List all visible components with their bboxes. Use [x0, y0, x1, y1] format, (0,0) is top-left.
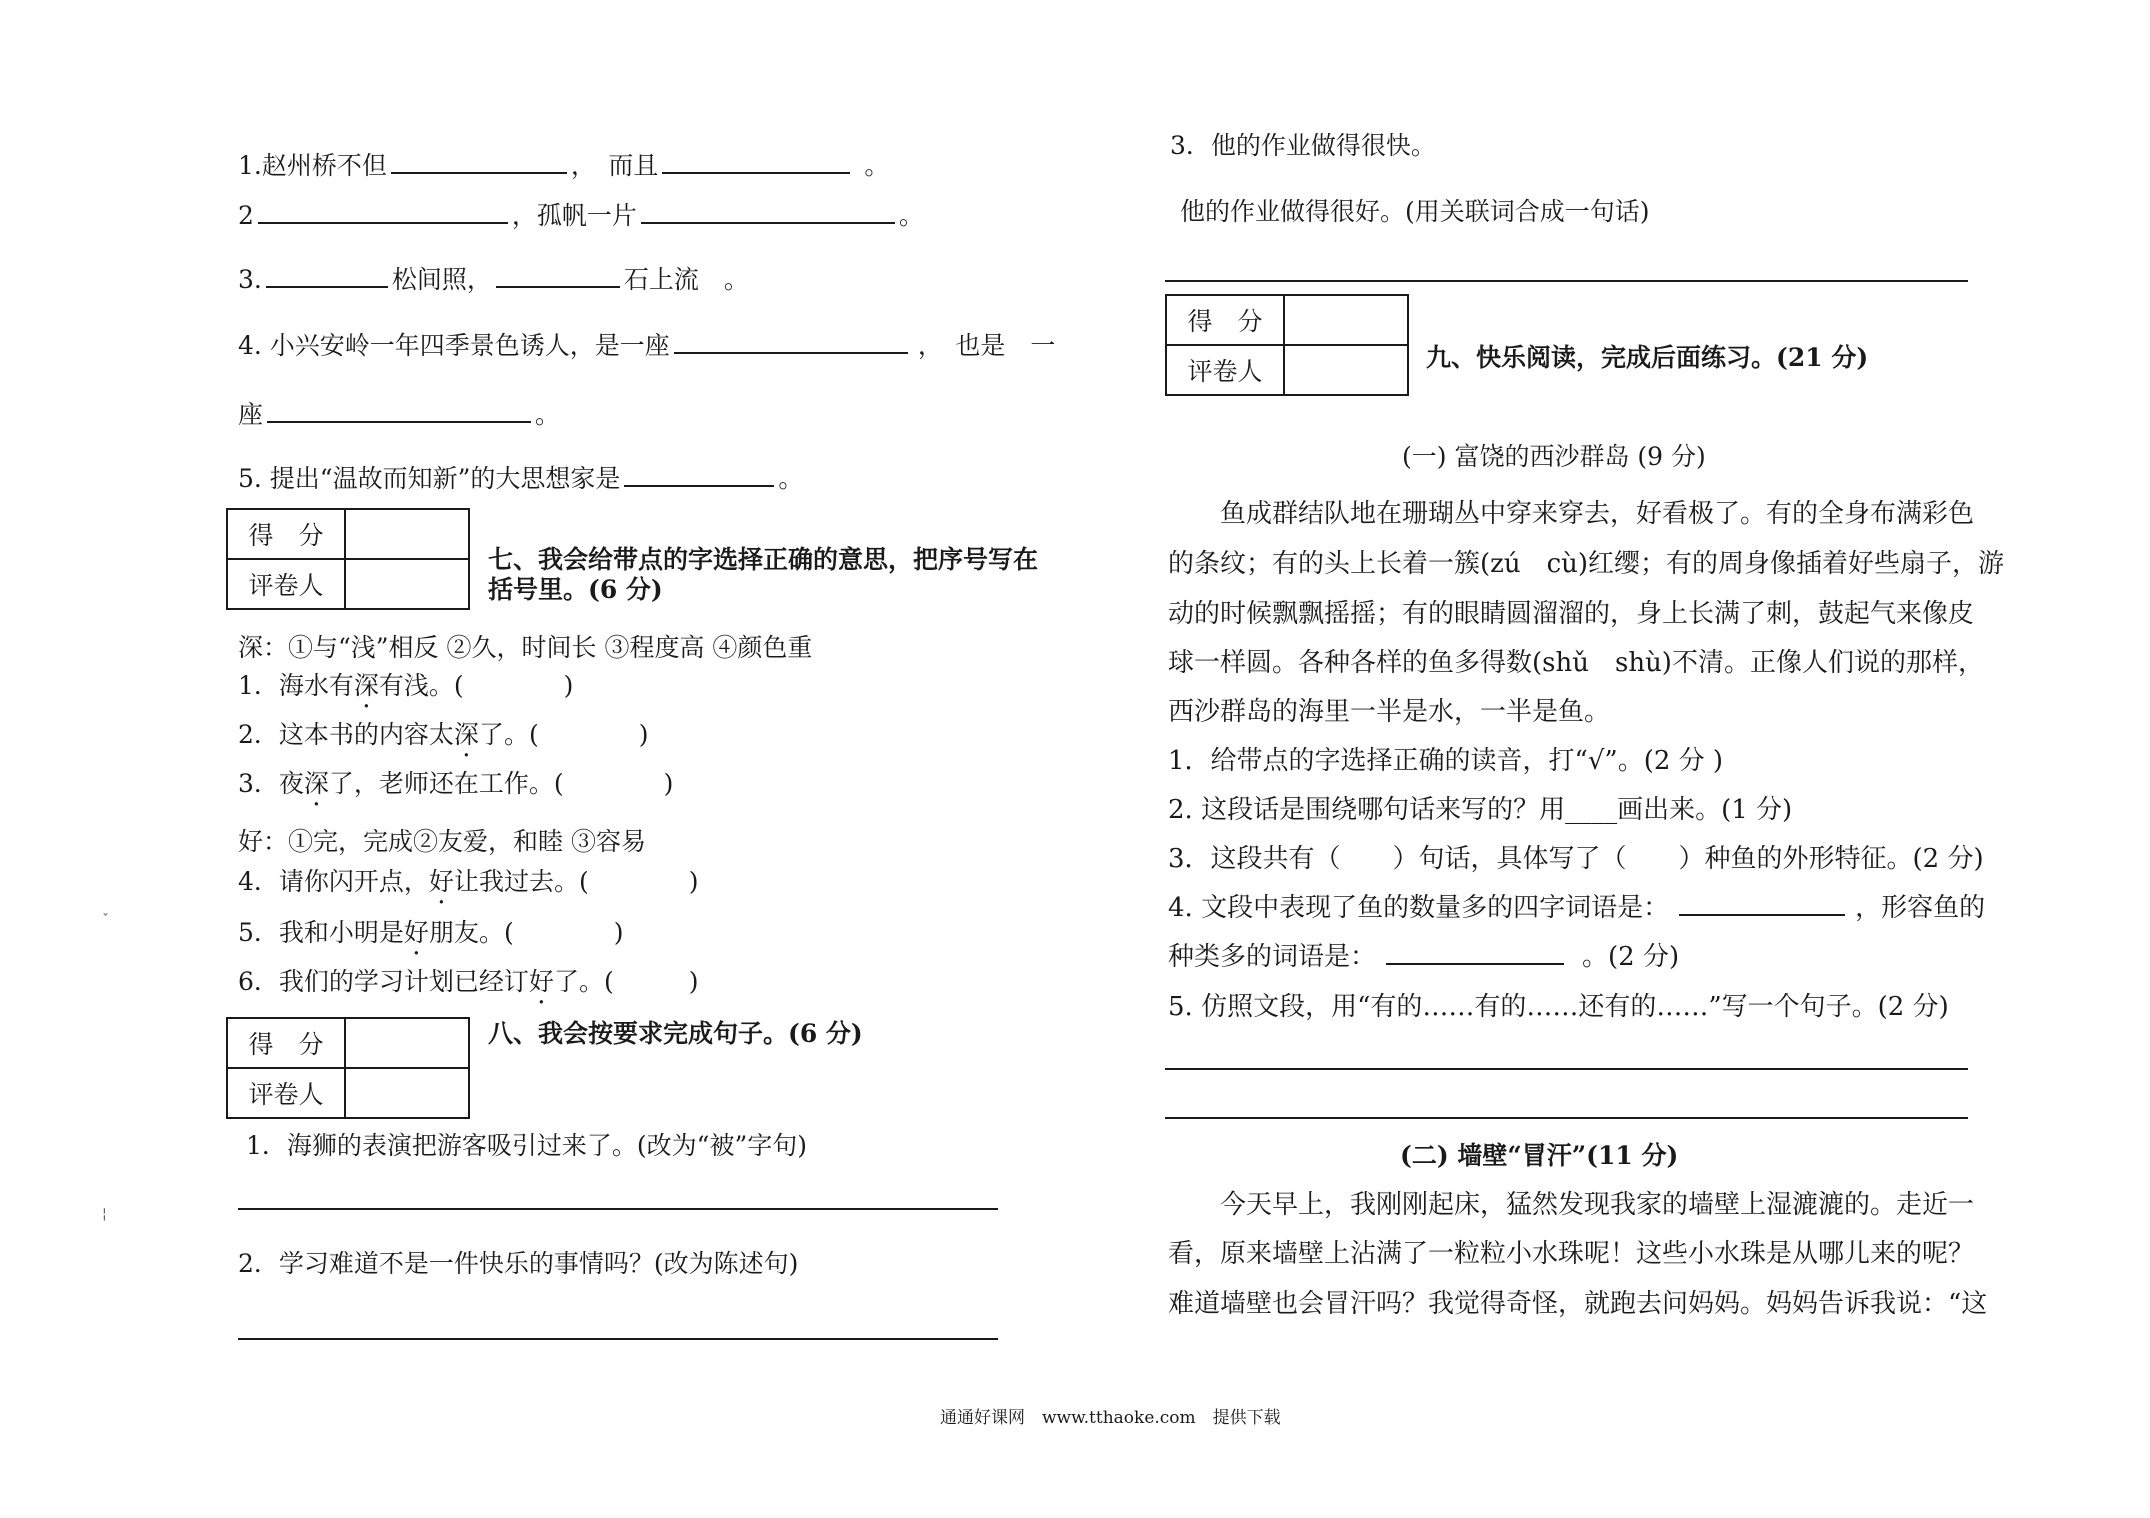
sec7-item-4: [238, 866, 698, 898]
fill-q3: [238, 262, 749, 296]
fill-q2-end: 。: [898, 201, 924, 230]
grader-cell[interactable]: [1284, 345, 1408, 395]
q4-text: 4. 文段中表现了鱼的数量多的四字词语是：: [1168, 893, 1670, 923]
fill-q4-end: 。: [535, 400, 561, 429]
score-box-sec9: [1165, 294, 1409, 396]
fill-q1-start: 1.赵州桥不但: [238, 151, 387, 180]
margin-mark: ˇ: [102, 912, 109, 928]
reading2-line3: 难道墙壁也会冒汗吗？我觉得奇怪，就跑去问妈妈。妈妈告诉我说：“这: [1168, 1289, 1988, 1319]
item-text: 4．请你闪开点，: [238, 867, 429, 896]
blank[interactable]: [662, 148, 850, 174]
fill-q4-start: 4. 小兴安岭一年四季景色诱人，是一座: [238, 331, 670, 360]
hao-definitions: 好：①完，完成②友爱，和睦 ③容易: [238, 827, 646, 856]
grader-cell[interactable]: [345, 559, 469, 609]
q4-text: 种类多的词语是：: [1168, 942, 1377, 972]
item-text: 了。( ): [478, 720, 649, 749]
sec7-title-line2: 括号里。(6 分): [488, 575, 663, 604]
answer-line[interactable]: [1165, 1117, 1968, 1119]
reading1-q1: 1．给带点的字选择正确的读音，打“√”。(2 分 ): [1168, 746, 1724, 776]
sec9-title: 九、快乐阅读，完成后面练习。(21 分): [1426, 343, 1869, 372]
item-text: 5．我和小明是: [238, 918, 404, 947]
reading1-line1: 鱼成群结队地在珊瑚丛中穿来穿去，好看极了。有的全身布满彩色: [1220, 499, 1975, 529]
fill-q1-end: 。: [864, 151, 890, 180]
page-footer: 通通好课网 www.tthaoke.com 提供下载: [940, 1408, 1281, 1428]
grader-label: 评卷人: [227, 559, 345, 609]
item-text: 2．这本书的内容太: [238, 720, 454, 749]
grader-cell[interactable]: [345, 1068, 469, 1118]
reading1-q4: [1168, 884, 1985, 933]
fill-q4-middle: ， 也是 一: [917, 331, 1056, 360]
reading1-line2: 的条纹；有的头上长着一簇(zú cù)红缨；有的周身像插着好些扇子，游: [1168, 549, 2005, 579]
reading2-title: (二) 墙壁“冒汗”(11 分): [1400, 1141, 1679, 1170]
grader-label: 评卷人: [1166, 345, 1284, 395]
score-box-sec7: [226, 508, 470, 610]
fill-q5: [238, 461, 803, 495]
item-text: 3．夜: [238, 769, 304, 798]
item-text: 6．我们的学习计划已经订: [238, 967, 529, 996]
fill-q3-end: 石上流 。: [623, 265, 749, 294]
blank[interactable]: [496, 262, 620, 288]
blank[interactable]: [267, 397, 531, 423]
score-cell[interactable]: [1284, 295, 1408, 345]
fill-q2-start: 2: [238, 201, 254, 230]
score-cell[interactable]: [345, 509, 469, 559]
sec8-item-2: 2．学习难道不是一件快乐的事情吗？(改为陈述句): [238, 1249, 799, 1278]
fill-q5-end: 。: [778, 464, 804, 493]
dotted-char: 深: [353, 671, 379, 700]
answer-line[interactable]: [238, 1208, 998, 1210]
shen-definitions: 深：①与“浅”相反 ②久，时间长 ③程度高 ④颜色重: [238, 633, 813, 662]
score-box-sec8: [226, 1017, 470, 1119]
fill-q2: [238, 198, 924, 232]
dotted-char: 深: [453, 720, 479, 749]
dotted-char: 好: [428, 867, 454, 896]
item-text: 了。( ): [553, 967, 699, 996]
q4-text: 。(2 分): [1582, 942, 1680, 972]
score-label: 得 分: [227, 509, 345, 559]
score-label: 得 分: [1166, 295, 1284, 345]
reading2-line1: 今天早上，我刚刚起床，猛然发现我家的墙壁上湿漉漉的。走近一: [1220, 1190, 1975, 1220]
reading1-line5: 西沙群岛的海里一半是水，一半是鱼。: [1168, 697, 1611, 727]
sec7-item-5: [238, 917, 623, 949]
reading1-q5: 5. 仿照文段，用“有的……有的……还有的……”写一个句子。(2 分): [1168, 992, 1949, 1022]
fill-q4: [238, 328, 1055, 362]
sec8-item-3: 3．他的作业做得很快。: [1170, 131, 1436, 160]
item-text: 朋友。( ): [428, 918, 624, 947]
fill-q3-middle: 松间照，: [391, 265, 492, 294]
blank[interactable]: [1679, 890, 1845, 916]
blank[interactable]: [266, 262, 388, 288]
sec7-item-1: [238, 670, 573, 702]
margin-mark: ¦: [102, 1206, 107, 1222]
sec7-item-3: [238, 768, 673, 800]
blank[interactable]: [674, 328, 908, 354]
item-text: 了，老师还在工作。( ): [328, 769, 674, 798]
grader-label: 评卷人: [227, 1068, 345, 1118]
fill-q4-cont-start: 座: [238, 400, 264, 429]
reading1-q4-cont: [1168, 933, 1679, 982]
dotted-char: 好: [403, 918, 429, 947]
item-text: 让我过去。( ): [453, 867, 699, 896]
answer-line[interactable]: [1165, 280, 1968, 282]
reading1-line4: 球一样圆。各种各样的鱼多得数(shǔ shù)不清。正像人们说的那样，: [1168, 648, 1984, 678]
item-text: 有浅。( ): [378, 671, 574, 700]
answer-line[interactable]: [1165, 1068, 1968, 1070]
reading2-line2: 看，原来墙壁上沾满了一粒粒小水珠呢！这些小水珠是从哪儿来的呢？: [1168, 1239, 1975, 1269]
sec8-item-3-b: 他的作业做得很好。(用关联词合成一句话): [1180, 197, 1650, 226]
reading1-q3: 3．这段共有（ ）句话，具体写了（ ）种鱼的外形特征。(2 分): [1168, 844, 1984, 874]
blank[interactable]: [1386, 939, 1564, 965]
dotted-char: 深: [303, 769, 329, 798]
sec8-item-1: 1．海狮的表演把游客吸引过来了。(改为“被”字句): [246, 1131, 807, 1160]
fill-q5-start: 5. 提出“温故而知新”的大思想家是: [238, 464, 621, 493]
sec7-item-2: [238, 719, 648, 751]
blank[interactable]: [391, 148, 567, 174]
reading1-q2: 2. 这段话是围绕哪句话来写的？用____画出来。(1 分): [1168, 795, 1793, 825]
dotted-char: 好: [528, 967, 554, 996]
sec8-title: 八、我会按要求完成句子。(6 分): [488, 1019, 863, 1048]
blank[interactable]: [624, 461, 774, 487]
reading1-line3: 动的时候飘飘摇摇；有的眼睛圆溜溜的，身上长满了刺，鼓起气来像皮: [1168, 599, 1975, 629]
sec7-title-line1: 七、我会给带点的字选择正确的意思，把序号写在: [488, 545, 1039, 574]
answer-line[interactable]: [238, 1338, 998, 1340]
score-label: 得 分: [227, 1018, 345, 1068]
blank[interactable]: [641, 198, 895, 224]
q4-text: ，形容鱼的: [1855, 893, 1986, 923]
sec7-item-6: [238, 966, 698, 998]
blank[interactable]: [258, 198, 508, 224]
reading1-title: (一) 富饶的西沙群岛 (9 分): [1402, 442, 1706, 471]
fill-q3-start: 3.: [238, 265, 262, 294]
score-cell[interactable]: [345, 1018, 469, 1068]
item-text: 1．海水有: [238, 671, 354, 700]
fill-q1: [238, 148, 889, 182]
fill-q2-middle: ，孤帆一片: [511, 201, 637, 230]
fill-q1-middle: ， 而且: [570, 151, 659, 180]
fill-q4-cont: [238, 397, 560, 431]
